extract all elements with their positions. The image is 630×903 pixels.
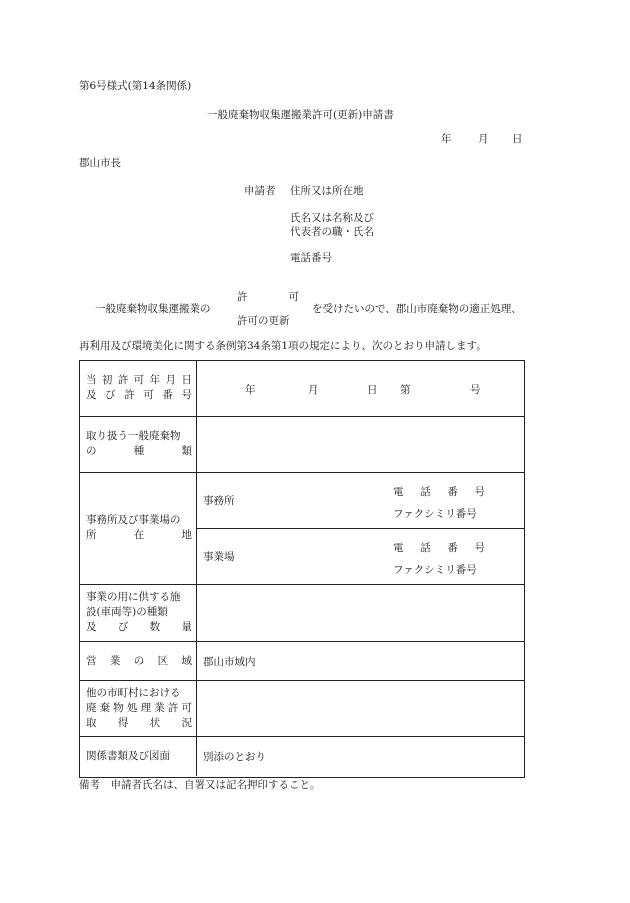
facilities-value-cell[interactable] bbox=[197, 585, 524, 641]
row3-label-line2: 所 在 地 bbox=[86, 529, 192, 541]
label-cell bbox=[80, 585, 197, 641]
table-row-location bbox=[80, 473, 524, 585]
label-cell bbox=[80, 361, 197, 416]
business-area-value: 郡山市域内 bbox=[203, 656, 256, 668]
value-year: 年 bbox=[245, 384, 256, 396]
row1-label-line1: 当 初 許 可 年 月 日 bbox=[86, 374, 192, 386]
other-permits-value-cell[interactable] bbox=[197, 681, 524, 736]
body-line2: 再利用及び環境美化に関する条例第34条第1項の規定により、次のとおり申請します。 bbox=[79, 340, 487, 352]
body-suffix: を受けたいので、郡山市廃棄物の適正処理、 bbox=[312, 303, 522, 315]
table-row-facilities bbox=[80, 585, 524, 642]
addressee: 郡山市長 bbox=[79, 157, 121, 169]
row4-label-line3: 及 び 数 量 bbox=[86, 621, 192, 633]
option-permit bbox=[237, 291, 301, 304]
documents-value-cell[interactable] bbox=[197, 737, 524, 776]
office-phone-label: 電 話 番 号 bbox=[393, 486, 485, 498]
value-day: 日 bbox=[367, 384, 378, 396]
row4-label-line1: 事業の用に供する施 bbox=[86, 591, 181, 603]
table-row-initial-permit bbox=[80, 361, 524, 417]
initial-permit-value-cell[interactable] bbox=[197, 361, 524, 416]
body-prefix: 一般廃棄物収集運搬業の bbox=[95, 303, 211, 315]
row5-label: 営 業 の 区 域 bbox=[86, 655, 192, 667]
row6-label-line1: 他の市町村における bbox=[86, 687, 181, 699]
label-cell bbox=[80, 681, 197, 736]
page-title: 一般廃棄物収集運搬業許可(更新)申請書 bbox=[207, 109, 394, 121]
table-row-documents bbox=[80, 737, 524, 776]
site-phone-label: 電 話 番 号 bbox=[393, 542, 485, 554]
business-area-value-cell[interactable] bbox=[197, 642, 524, 680]
label-cell bbox=[80, 642, 197, 680]
row6-label-line2: 廃 棄 物 処 理 業 許 可 bbox=[86, 702, 192, 714]
address-label: 住所又は所在地 bbox=[290, 185, 364, 197]
option-renewal: 許可の更新 bbox=[237, 315, 290, 327]
value-month: 月 bbox=[308, 384, 319, 396]
remarks-note: 備考 申請者氏名は、自署又は記名押印すること。 bbox=[79, 779, 321, 791]
site-fax-label: ファクシミリ番号 bbox=[393, 564, 477, 576]
applicant-heading: 申請者 bbox=[244, 185, 276, 197]
name-label-line2: 代表者の職・氏名 bbox=[290, 226, 374, 238]
date-month: 月 bbox=[478, 133, 489, 145]
row7-label: 関係書類及び図面 bbox=[86, 750, 170, 762]
row2-label-line2: の 種 類 bbox=[86, 445, 192, 457]
option-permit-char: 許 bbox=[237, 291, 248, 303]
label-cell bbox=[80, 417, 197, 472]
table-row-other-permits bbox=[80, 681, 524, 737]
row1-label-line2: 及 び 許 可 番 号 bbox=[86, 389, 192, 401]
office-fax-label: ファクシミリ番号 bbox=[393, 508, 477, 520]
date-year: 年 bbox=[441, 133, 452, 145]
row4-label-line2: 設(車両等)の種類 bbox=[86, 606, 168, 618]
site-value-cell[interactable] bbox=[197, 529, 524, 584]
site-label: 事業場 bbox=[203, 551, 235, 563]
office-value-cell[interactable] bbox=[197, 473, 524, 528]
row2-label-line1: 取り扱う一般廃棄物 bbox=[86, 430, 181, 442]
waste-type-value-cell[interactable] bbox=[197, 417, 524, 472]
documents-value: 別添のとおり bbox=[203, 751, 266, 763]
form-number: 第6号様式(第14条関係) bbox=[79, 80, 192, 92]
row3-label-line1: 事務所及び事業場の bbox=[86, 514, 181, 526]
table-row-waste-type bbox=[80, 417, 524, 473]
name-label-line1: 氏名又は名称及び bbox=[290, 212, 374, 224]
phone-label: 電話番号 bbox=[290, 252, 332, 264]
label-cell bbox=[80, 473, 197, 584]
value-dai: 第 bbox=[400, 384, 411, 396]
date-day: 日 bbox=[512, 133, 523, 145]
table-row-business-area bbox=[80, 642, 524, 681]
option-permit-char: 可 bbox=[288, 291, 299, 303]
application-table bbox=[79, 360, 525, 778]
label-cell bbox=[80, 737, 197, 776]
row6-label-line3: 取 得 状 況 bbox=[86, 717, 192, 729]
value-go: 号 bbox=[470, 384, 481, 396]
office-label: 事務所 bbox=[203, 495, 235, 507]
